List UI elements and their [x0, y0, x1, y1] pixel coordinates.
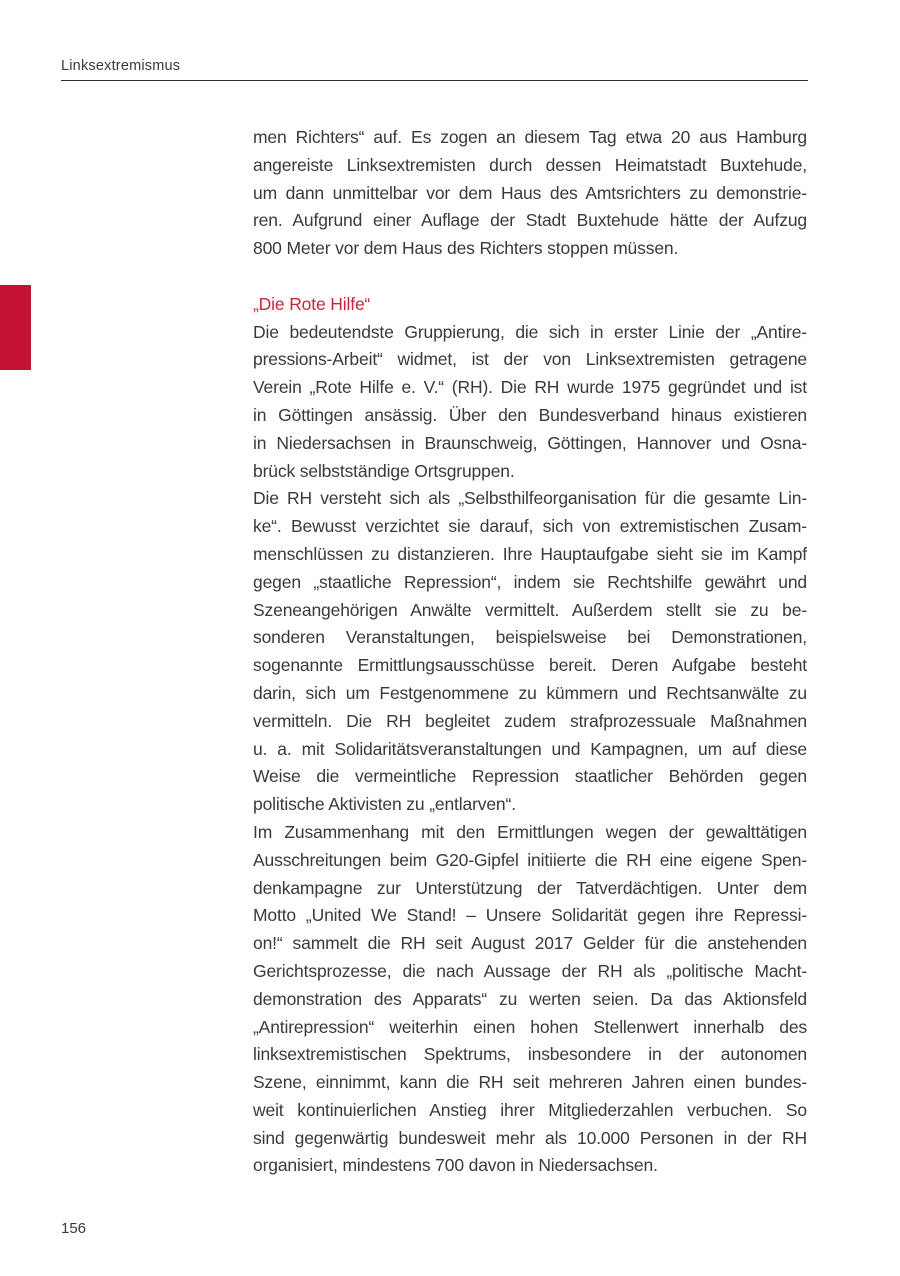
text-line: menschlüssen zu distanzieren. Ihre Hauptaufgabe sieht sie im Kampf — [253, 543, 807, 564]
text-line: „Antirepression“ weiterhin einen hohen Stellenwert innerhalb des — [253, 1016, 807, 1037]
paragraph — [253, 485, 807, 819]
text-line: Die bedeutendste Gruppierung, die sich in erster Linie der „Antire- — [253, 321, 807, 342]
section-heading: „Die Rote Hilfe“ — [253, 293, 371, 314]
text-line: angereiste Linksextremisten durch dessen Heimatstadt Buxtehude, — [253, 154, 807, 175]
text-line: Gerichtsprozesse, die nach Aussage der RH als „politische Macht- — [253, 960, 807, 981]
running-header: Linksextremismus — [61, 58, 181, 74]
text-line: politische Aktivisten zu „entlarven“. — [253, 794, 516, 815]
page-number: 156 — [61, 1220, 87, 1237]
text-line: sind gegenwärtig bundesweit mehr als 10.000 Personen in der RH — [253, 1127, 807, 1148]
paragraph — [253, 819, 807, 1180]
text-line: Szene, einnimmt, kann die RH seit mehreren Jahren einen bundes- — [253, 1072, 807, 1093]
text-line: ke“. Bewusst verzichtet sie darauf, sich von extremistischen Zusam- — [253, 516, 807, 537]
text-line: darin, sich um Festgenommene zu kümmern und Rechtsanwälte zu — [253, 682, 807, 703]
text-line: sonderen Veranstaltungen, beispielsweise bei Demonstrationen, — [253, 627, 807, 648]
text-column — [253, 124, 807, 1180]
text-line: 800 Meter vor dem Haus des Richters stoppen müssen. — [253, 238, 679, 259]
margin-accent-bar — [0, 285, 31, 370]
paragraph — [253, 319, 807, 486]
text-line: denkampagne zur Unterstützung der Tatverdächtigen. Unter dem — [253, 877, 807, 898]
text-line: Weise die vermeintliche Repression staatlicher Behörden gegen — [253, 766, 807, 787]
text-line: pressions-Arbeit“ widmet, ist der von Linksextremisten getragene — [253, 349, 807, 370]
text-line: ren. Aufgrund einer Auflage der Stadt Buxtehude hätte der Aufzug — [253, 210, 807, 231]
text-line: in Niedersachsen in Braunschweig, Göttingen, Hannover und Osna- — [253, 432, 807, 453]
text-line: brück selbstständige Ortsgruppen. — [253, 460, 515, 481]
text-line: u. a. mit Solidaritätsveranstaltungen und Kampagnen, um auf diese — [253, 738, 807, 759]
text-line: demonstration des Apparats“ zu werten seien. Da das Aktionsfeld — [253, 988, 807, 1009]
text-line: weit kontinuierlichen Anstieg ihrer Mitgliederzahlen verbuchen. So — [253, 1099, 807, 1120]
text-line: linksextremistischen Spektrums, insbesondere in der autonomen — [253, 1044, 807, 1065]
paragraph-spacer — [253, 263, 807, 291]
text-line: in Göttingen ansässig. Über den Bundesverband hinaus existieren — [253, 404, 807, 425]
text-line: organisiert, mindestens 700 davon in Niedersachsen. — [253, 1155, 658, 1176]
text-line: um dann unmittelbar vor dem Haus des Amtsrichters zu demonstrie- — [253, 182, 807, 203]
text-line: gegen „staatliche Repression“, indem sie Rechtshilfe gewährt und — [253, 571, 807, 592]
text-line: Verein „Rote Hilfe e. V.“ (RH). Die RH wurde 1975 gegründet und ist — [253, 377, 807, 398]
paragraph — [253, 124, 807, 263]
header-rule — [61, 80, 808, 81]
text-line: Motto „United We Stand! – Unsere Solidarität gegen ihre Repressi- — [253, 905, 807, 926]
text-line: men Richters“ auf. Es zogen an diesem Tag etwa 20 aus Hamburg — [253, 127, 807, 147]
text-line: vermitteln. Die RH begleitet zudem strafprozessuale Maßnahmen — [253, 710, 807, 731]
text-line: Szeneangehörigen Anwälte vermittelt. Außerdem stellt sie zu be- — [253, 599, 807, 620]
text-line: Im Zusammenhang mit den Ermittlungen wegen der gewalttätigen — [253, 821, 807, 842]
text-line: sogenannte Ermittlungsausschüsse bereit. Deren Aufgabe besteht — [253, 655, 807, 676]
text-line: Ausschreitungen beim G20-Gipfel initiierte die RH eine eigene Spen- — [253, 849, 807, 870]
text-line: on!“ sammelt die RH seit August 2017 Gelder für die anstehenden — [253, 933, 807, 954]
text-line: Die RH versteht sich als „Selbsthilfeorganisation für die gesamte Lin- — [253, 488, 807, 509]
